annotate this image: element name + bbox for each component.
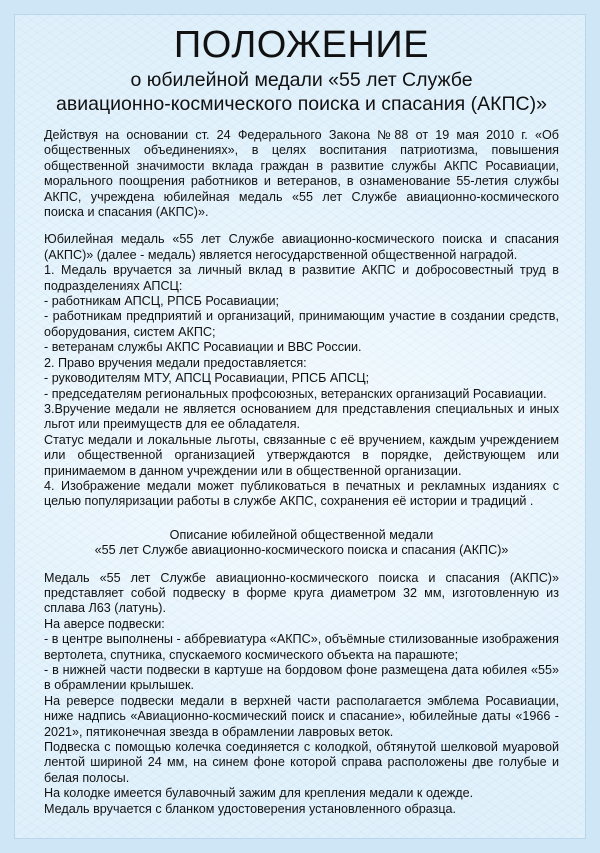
provision-paragraph: 4. Изображение медали может публиковаться в печатных и рекламных изданиях с целью популяризации работы в службе АКПС, сохранения её истории и традиций . [44,478,559,509]
provision-paragraph: Статус медали и локальные льготы, связанные с её вручением, каждым учреждением или общественной организацией утверждаются в порядке, действующем или принимаемом в данном учреждении или в общественной организации. [44,432,559,478]
provision-paragraph: - ветеранам службы АКПС Росавиации и ВВС России. [44,340,362,355]
subtitle-line-1: о юбилейной медали «55 лет Службе [130,69,473,91]
description-heading-line-2: «55 лет Службе авиационно-космического поиска и спасания (АКПС)» [94,543,509,558]
description-heading [44,528,559,559]
description-paragraph: - в центре выполнены - аббревиатура «АКПС», объёмные стилизованные изображения вертолета, спутника, спускаемого космического объекта на парашюте; [44,632,559,662]
page-subtitle [44,68,559,116]
provision-paragraph: 2. Право вручения медали предоставляется: [44,355,307,370]
description-paragraph: На аверсе подвески: [44,616,165,631]
provision-paragraph: 1. Медаль вручается за личный вклад в развитие АКПС и добросовестный труд в подразделениях АПСЦ: [44,263,559,293]
page-title: ПОЛОЖЕНИЕ [173,24,430,66]
description-section [44,571,559,818]
description-paragraph: Медаль «55 лет Службе авиационно-космического поиска и спасания (АКПС)» представляет собой подвеску в форме круга диаметром 32 мм, изготовленную из сплава Л63 (латунь). [44,570,559,616]
provision-paragraph: - председателям региональных профсоюзных, ветеранских организаций Росавиации. [44,386,547,401]
provision-paragraph: Юбилейная медаль «55 лет Службе авиационно-космического поиска и спасания (АКПС)» (далее - медаль) является негосударственной общественной наградой. [44,232,559,262]
intro-paragraph: Действуя на основании ст. 24 Федерального Закона №88 от 19 мая 2010 г. «Об общественных объединениях», в целях воспитания патриотизма, повышения общественной значимости вклада граждан в развитие службы АКПС Росавиации, морального поощрения работников и ветеранов, в ознаменование 55-летия службы АКПС, учреждена юбилейная медаль «55 лет Службе авиационно-космического поиска и спасания (АКПС)». [44,128,559,220]
description-paragraph: На колодке имеется булавочный зажим для крепления медали к одежде. [44,786,474,801]
document-content [44,24,559,817]
provision-paragraph: - работникам АПСЦ, РПСБ Росавиации; [44,294,280,309]
description-paragraph: Подвеска с помощью колечка соединяется с колодкой, обтянутой шелковой муаровой лентой шириной 24 мм, на синем фоне которой справа расположены две голубые и белая полосы. [44,740,559,785]
description-heading-line-1: Описание юбилейной общественной медали [169,527,434,542]
subtitle-line-2: авиационно-космического поиска и спасания (АКПС)» [56,93,547,115]
description-paragraph: - в нижней части подвески в картуше на бордовом фоне размещена дата юбилея «55» в обрамлении крылышек. [44,663,559,693]
description-paragraph: На реверсе подвески медали в верхней части располагается эмблема Росавиации, ниже надпись «Авиационно-космический поиск и спасание», юбилейные даты «1966 - 2021», пятиконечная звезда в обрамлении лавровых веток. [44,693,559,739]
provisions-section [44,232,559,509]
provision-paragraph: 3.Вручение медали не является основанием для представления специальных и иных льгот или преимуществ для ее обладателя. [44,401,559,432]
provision-paragraph: - руководителям МТУ, АПСЦ Росавиации, РПСБ АПСЦ; [44,371,370,386]
provision-paragraph: - работникам предприятий и организаций, принимающим участие в создании средств, оборудования, систем АКПС; [44,309,559,339]
description-paragraph: Медаль вручается с бланком удостоверения установленного образца. [44,801,457,816]
